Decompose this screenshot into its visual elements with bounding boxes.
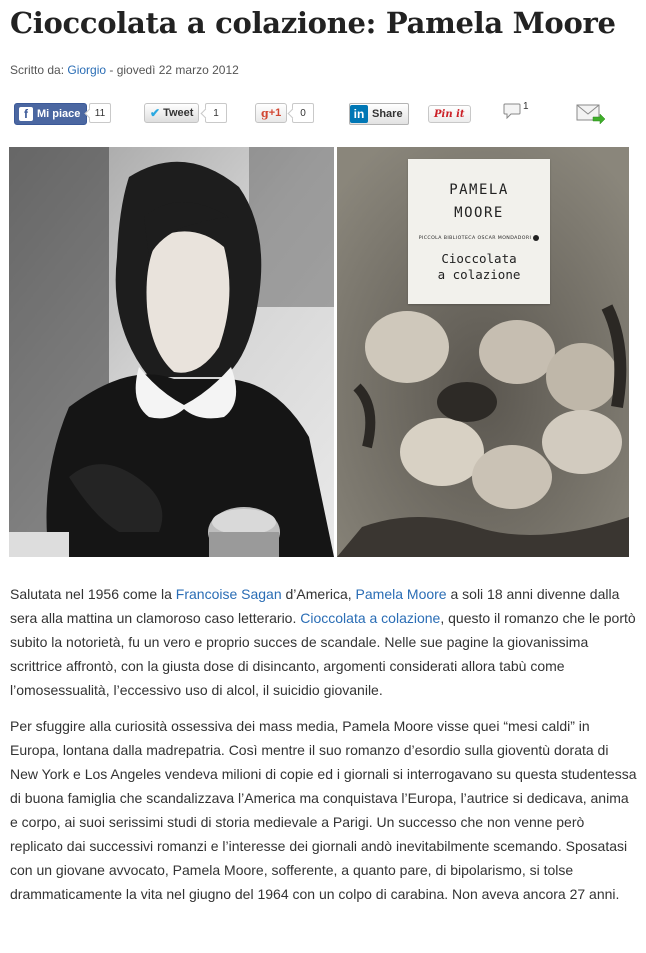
book-cover: [337, 147, 629, 557]
link-pamela-moore[interactable]: Pamela Moore: [355, 586, 447, 602]
mondadori-logo-icon: [533, 235, 539, 241]
paragraph-1: [10, 582, 640, 702]
author-photo: [9, 147, 334, 557]
facebook-count: 11: [89, 103, 111, 123]
cover-title: [408, 251, 550, 283]
p1-text-3: a soli 18 anni divenne dalla sera alla mattina un clamoroso caso letterario.: [10, 586, 620, 626]
cover-author: [408, 179, 550, 225]
twitter-icon: ✔: [150, 106, 161, 120]
cover-title-line1: Cioccolata: [441, 251, 517, 266]
comment-icon[interactable]: [503, 103, 521, 119]
article-meta: [10, 63, 239, 77]
cover-title-line2: a colazione: [437, 267, 521, 282]
pinterest-label: Pin it: [434, 108, 465, 120]
share-bar: [0, 103, 646, 125]
facebook-like-button[interactable]: [14, 103, 87, 125]
p1-text-2: d’America,: [281, 586, 356, 602]
p1-text-4: , questo il romanzo che le portò subito la notorietà, fu un vero e proprio succes de scandale. Nelle sue pagine la giovanissima scrittrice affrontò, con la giusta dose di disincanto, argomenti considerati allora tabù come l’omosessualità, l’eccessivo uso di alcol, il suicidio giovanile.: [10, 610, 636, 698]
cover-series: [408, 235, 550, 241]
paragraph-2: Per sfuggire alla curiosità ossessiva dei mass media, Pamela Moore visse quei “mesi caldi” in Europa, lontana dalla madrepatria. Così mentre il suo romanzo d’esordio sulla gioventù dorata di New York e Los Angeles vendeva milioni di copie ed i giornali si interrogavano su questa studentessa di buona famiglia che scandalizzava l’America ma conquistava l’Europa, l’autrice si dedicava, anima e corpo, ai suoi serissimi studi di storia medievale a Parigi. Un successo che non venne però replicato dai successivi romanzi e l’interesse dei giornali andò inevitabilmente scemando. Sposatasi con un giovane avvocato, Pamela Moore, sofferente, a quanto pare, di bipolarismo, si tolse drammaticamente la vita nel giugno del 1964 con un colpo di carabina. Non aveva ancora 27 anni.: [10, 718, 637, 902]
article-title: Cioccolata a colazione: Pamela Moore: [10, 6, 616, 40]
facebook-icon: f: [19, 107, 33, 121]
cover-label: [408, 159, 550, 304]
author-link[interactable]: Giorgio: [67, 63, 107, 77]
meta-date: - giovedì 22 marzo 2012: [106, 63, 239, 77]
email-icon[interactable]: [576, 103, 606, 125]
meta-prefix: Scritto da:: [10, 63, 68, 77]
cover-author-last: MOORE: [454, 205, 504, 221]
tweet-label: Tweet: [163, 107, 194, 119]
comment-count: 1: [523, 101, 529, 112]
facebook-like-label: Mi piace: [37, 108, 81, 120]
pinterest-button[interactable]: [428, 105, 471, 123]
linkedin-icon: in: [350, 105, 368, 123]
link-francoise-sagan[interactable]: Francoise Sagan: [175, 586, 282, 602]
linkedin-share-label: Share: [372, 108, 403, 120]
link-cioccolata-a-colazione[interactable]: Cioccolata a colazione: [300, 610, 441, 626]
tweet-button[interactable]: [144, 103, 199, 123]
linkedin-share-button[interactable]: [349, 103, 409, 125]
article-body: [10, 582, 640, 918]
gplus-icon: g: [261, 106, 269, 120]
p1-text-1: Salutata nel 1956 come la: [10, 586, 176, 602]
cover-author-first: PAMELA: [449, 182, 509, 198]
gplus-button[interactable]: [255, 103, 287, 123]
gplus-count: 0: [292, 103, 314, 123]
tweet-count: 1: [205, 103, 227, 123]
gplus-label: +1: [268, 107, 282, 119]
cover-series-text: PICCOLA BIBLIOTECA OSCAR MONDADORI: [418, 235, 532, 241]
